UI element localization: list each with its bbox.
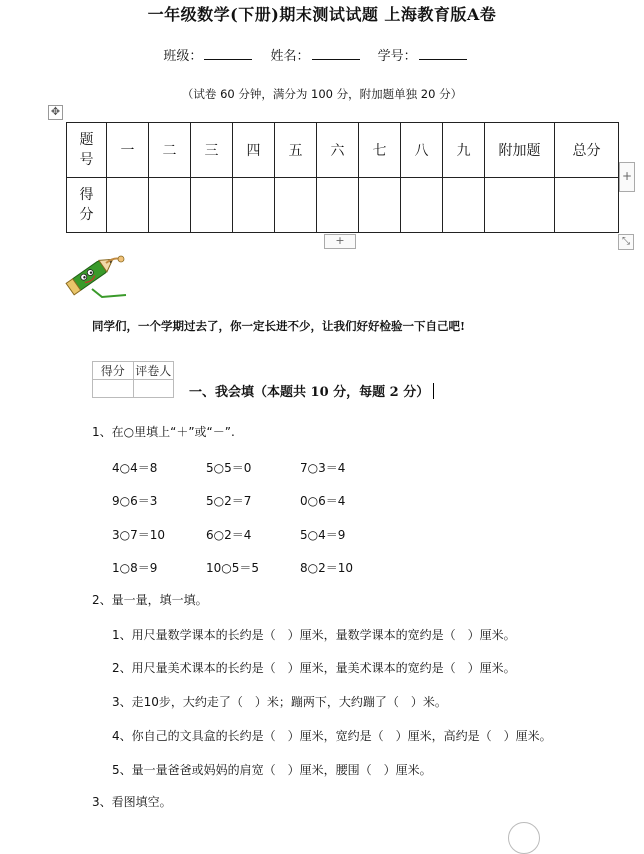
score-cell[interactable] <box>401 178 443 233</box>
grader-box-score-label: 得分 <box>93 362 134 380</box>
header-cell-bonus: 附加题 <box>485 123 555 178</box>
question-2-text: 2、量一量，填一填。 <box>92 593 208 607</box>
header-cell: 二 <box>149 123 191 178</box>
sub-question: 3、走10步，大约走了（ ）米；蹦两下，大约蹦了（ ）米。 <box>112 695 447 709</box>
sub-question: 4、你自己的文具盒的长约是（ ）厘米，宽约是（ ）厘米，高约是（ ）厘米。 <box>112 729 552 743</box>
score-cell[interactable] <box>191 178 233 233</box>
score-table-header-row <box>67 123 619 178</box>
equation: 10○5＝5 <box>206 561 260 575</box>
score-cell[interactable] <box>359 178 401 233</box>
header-cell: 四 <box>233 123 275 178</box>
equation: 5○5＝0 <box>206 461 252 475</box>
header-cell-total: 总分 <box>555 123 619 178</box>
intro-text: 同学们，一个学期过去了，你一定长进不少，让我们好好检验一下自己吧! <box>92 319 466 333</box>
equation: 4○4＝8 <box>112 461 158 475</box>
header-cell: 五 <box>275 123 317 178</box>
table-move-handle-icon[interactable]: ✥ <box>48 105 63 120</box>
header-cell: 七 <box>359 123 401 178</box>
equation: 5○4＝9 <box>300 528 346 542</box>
class-blank[interactable] <box>204 47 252 60</box>
grader-box <box>92 361 174 398</box>
score-cell[interactable] <box>443 178 485 233</box>
equation: 9○6＝3 <box>112 494 158 508</box>
score-cell[interactable] <box>149 178 191 233</box>
class-label: 班级： <box>163 49 203 64</box>
score-cell[interactable] <box>275 178 317 233</box>
score-cell[interactable] <box>485 178 555 233</box>
section-heading-text: 一、我会填（本题共 10 分，每题 2 分） <box>189 385 430 400</box>
equation: 7○3＝4 <box>300 461 346 475</box>
add-row-button[interactable]: + <box>324 234 356 249</box>
score-cell[interactable] <box>317 178 359 233</box>
equation: 1○8＝9 <box>112 561 158 575</box>
student-info-fields <box>0 45 644 64</box>
score-table <box>66 122 619 233</box>
header-cell-question-number: 题号 <box>67 123 107 178</box>
grader-box-grader-cell[interactable] <box>133 380 174 398</box>
equation: 6○2＝4 <box>206 528 252 542</box>
exam-note: （试卷 60 分钟，满分为 100 分，附加题单独 20 分） <box>181 87 463 101</box>
header-cell: 一 <box>107 123 149 178</box>
grader-box-score-cell[interactable] <box>93 380 134 398</box>
equation: 3○7＝10 <box>112 528 166 542</box>
add-column-button[interactable]: + <box>619 162 635 192</box>
score-table-score-row <box>67 178 619 233</box>
id-label: 学号： <box>377 49 417 64</box>
question-1-text: 1、在○里填上“＋”或“－”. <box>92 425 235 439</box>
pencil-mascot-icon <box>62 245 132 301</box>
header-cell: 六 <box>317 123 359 178</box>
score-cell[interactable] <box>233 178 275 233</box>
sub-question: 2、用尺量美术课本的长约是（ ）厘米，量美术课本的宽约是（ ）厘米。 <box>112 661 516 675</box>
page-title: 一年级数学(下册)期末测试试题 上海教育版A卷 <box>147 5 497 24</box>
sub-question: 1、用尺量数学课本的长约是（ ）厘米，量数学课本的宽约是（ ）厘米。 <box>112 628 516 642</box>
name-blank[interactable] <box>312 47 360 60</box>
id-blank[interactable] <box>419 47 467 60</box>
table-resize-handle-icon[interactable]: ⤡ <box>618 234 634 250</box>
sub-question: 5、量一量爸爸或妈妈的肩宽（ ）厘米，腰围（ ）厘米。 <box>112 763 432 777</box>
equation: 8○2＝10 <box>300 561 354 575</box>
section-heading <box>189 381 434 400</box>
equation: 5○2＝7 <box>206 494 252 508</box>
header-cell: 八 <box>401 123 443 178</box>
equation: 0○6＝4 <box>300 494 346 508</box>
score-cell[interactable] <box>107 178 149 233</box>
header-cell: 三 <box>191 123 233 178</box>
score-row-label: 得分 <box>67 178 107 233</box>
grader-box-grader-label: 评卷人 <box>133 362 174 380</box>
text-cursor <box>433 383 434 399</box>
score-cell[interactable] <box>555 178 619 233</box>
figure-circle-partial <box>508 822 540 854</box>
question-3-text: 3、看图填空。 <box>92 795 172 809</box>
name-label: 姓名： <box>270 49 310 64</box>
header-cell: 九 <box>443 123 485 178</box>
